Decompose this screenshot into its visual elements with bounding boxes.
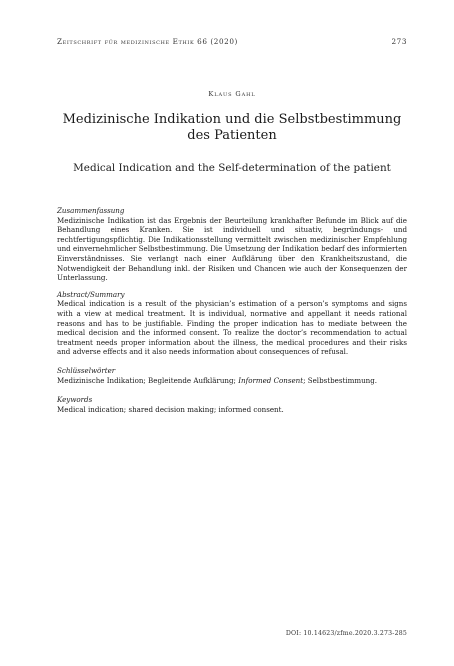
title-german: Medizinische Indikation und die Selbstbestimmung des Patienten — [62, 112, 402, 143]
page-number: 273 — [391, 37, 407, 46]
keywords-text: Medical indication; shared decision making; informed consent. — [57, 404, 284, 414]
abstract-body — [57, 206, 407, 414]
schluesselwoerter-end: ; Selbstbestimmung. — [303, 375, 377, 385]
title-english: Medical Indication and the Self-determination of the patient — [73, 162, 391, 174]
schluesselwoerter-italic: Informed Consent — [238, 375, 304, 385]
schluesselwoerter-label: Schlüsselwörter — [57, 365, 116, 375]
author-name: Klaus Gahl — [208, 90, 256, 98]
zusammenfassung-section — [57, 206, 407, 283]
journal-name: Zeitschrift für medizinische Ethik 66 (2020) — [57, 37, 238, 46]
abstract-text: Medical indication is a result of the physician’s estimation of a person’s symptoms and signs with a view at medical treatment. It is individual, normative and appellant it needs rational reasons and has to be justifiable. Finding the proper indication has to mediate between the medical decision and the informed consent. To realize the doctor’s recommendation to actual treatment needs proper information about the illness, the medical procedures and their risks and adverse effects and it also needs information about consequences of refusal. — [57, 299, 407, 357]
schluesselwoerter-plain: Medizinische Indikation; Begleitende Aufklärung; — [57, 375, 239, 385]
schluesselwoerter-text — [57, 376, 407, 386]
zusammenfassung-text: Medizinische Indikation ist das Ergebnis der Beurteilung krankhafter Befunde im Blick auf die Behandlung eines Kranken. Sie ist individuell und situativ, begründungs- und rechtfertigungspflichtig. Die Indikationsstellung vermittelt zwischen medizinischer Empfehlung und einvernehmlicher Selbstbestimmung. Die Umsetzung der Indikation bedarf des informierten Einverständnisses. Sie verlangt nach einer Aufklärung über den Krankheitszustand, die Notwendigkeit der Behandlung inkl. der Risiken und Chancen wie auch der Konsequenzen der Unterlassung. — [57, 215, 407, 283]
doi-link[interactable]: DOI: 10.14623/zfme.2020.3.273-285 — [285, 630, 407, 637]
abstract-label: Abstract/Summary — [57, 289, 125, 299]
zusammenfassung-label: Zusammenfassung — [57, 206, 125, 215]
abstract-section — [57, 290, 407, 357]
keywords-label: Keywords — [57, 395, 93, 405]
running-head — [57, 37, 407, 46]
keywords-section — [57, 395, 407, 414]
schluesselwoerter-section — [57, 366, 407, 385]
